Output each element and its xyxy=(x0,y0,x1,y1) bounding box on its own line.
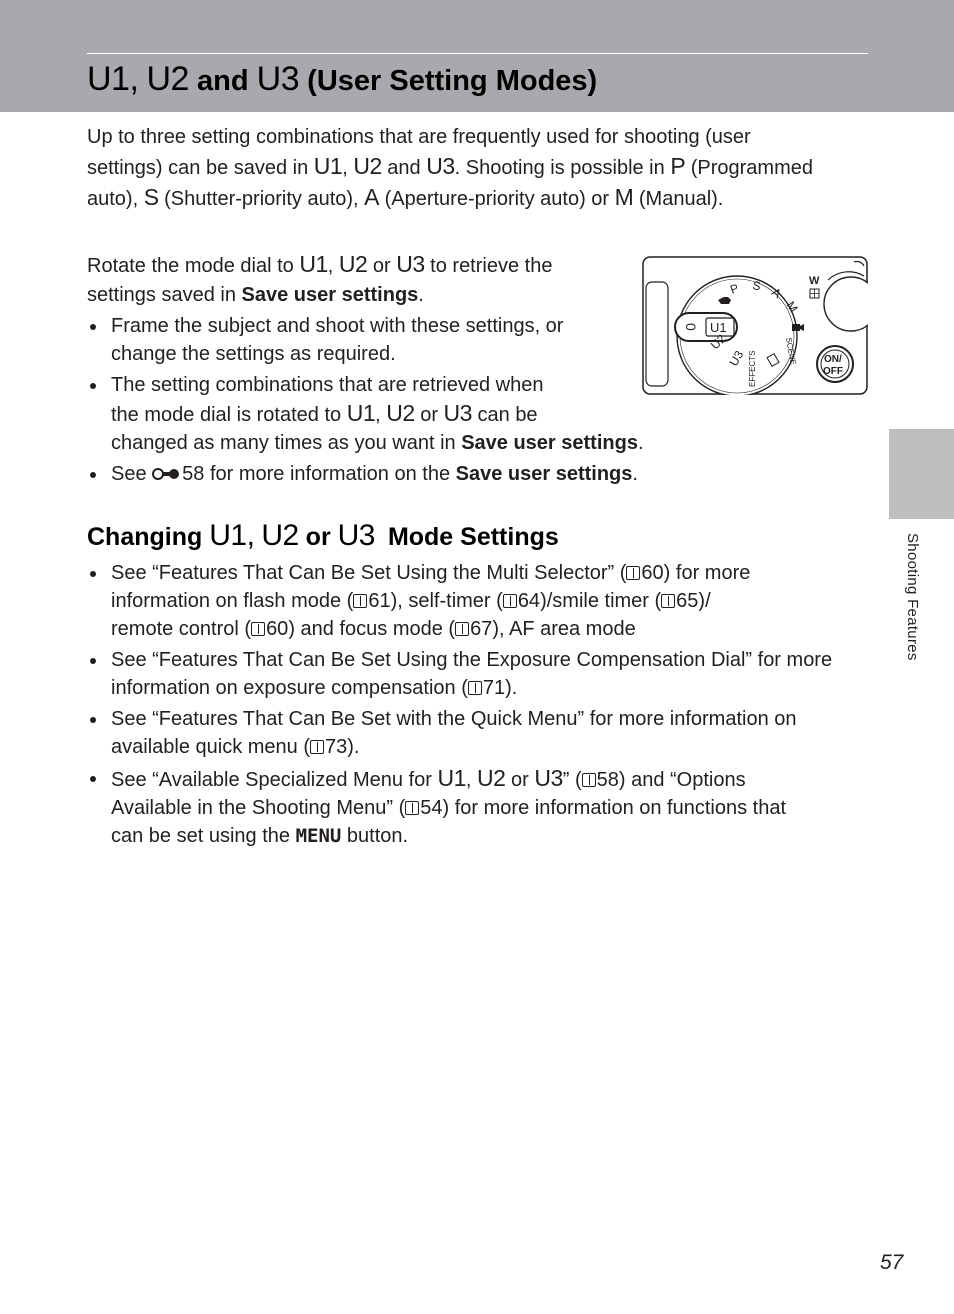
mode-u2: U2 xyxy=(477,765,506,791)
zoom-w-label: W xyxy=(809,275,820,287)
page-number: 57 xyxy=(880,1251,904,1274)
menu-button-glyph: MENU xyxy=(295,825,342,847)
intro-text: settings) can be saved in xyxy=(87,157,314,179)
rotate-text: to retrieve the xyxy=(424,255,553,277)
mode-a: A xyxy=(364,184,380,210)
list-item xyxy=(87,646,832,702)
list-item-text: ) and focus mode ( xyxy=(288,618,456,640)
list-item-text: See “Available Specialized Menu for xyxy=(111,769,438,791)
list-item xyxy=(87,559,832,643)
list-item-text: ” ( xyxy=(562,769,582,791)
rotate-text: , xyxy=(327,255,339,277)
mode-u3: U3 xyxy=(396,251,425,277)
list-item-text: information on exposure compensation ( xyxy=(111,677,468,699)
camera-mode-dial-figure xyxy=(642,256,868,395)
intro-text: and xyxy=(381,157,427,179)
mode-m: M xyxy=(614,184,634,210)
page-reference[interactable]: 60 xyxy=(641,562,664,584)
title-mode-u3: U3 xyxy=(256,60,300,98)
dial-label-zero: 0 xyxy=(683,323,699,331)
page-reference[interactable]: 61 xyxy=(368,590,391,612)
list-item xyxy=(87,371,644,457)
dial-label-p: P xyxy=(728,280,741,297)
list-item-text: ) for more xyxy=(663,562,751,584)
page-ref-icon xyxy=(353,594,367,608)
mode-u1: U1 xyxy=(346,400,376,426)
dial-label-scene: SCENE xyxy=(784,336,798,366)
power-label-off: OFF xyxy=(823,366,843,377)
intro-text: (Manual). xyxy=(633,188,724,210)
rotate-text: or xyxy=(367,255,397,277)
intro-text: auto), xyxy=(87,188,144,210)
mode-u2: U2 xyxy=(386,400,415,426)
list-item-text: information on flash mode ( xyxy=(111,590,354,612)
page-reference[interactable]: 58 xyxy=(596,769,619,791)
mode-u3: U3 xyxy=(426,153,455,179)
list-item-text: See xyxy=(111,463,153,485)
list-item-text: ). xyxy=(347,736,360,758)
page-reference[interactable]: 60 xyxy=(266,618,289,640)
page-reference[interactable]: 54 xyxy=(420,797,443,819)
dial-label-a: A xyxy=(769,284,784,302)
page-ref-icon xyxy=(661,594,675,608)
dial-label-effects: EFFECTS xyxy=(748,350,757,387)
page-reference[interactable]: 71 xyxy=(482,677,506,699)
list-item-text: ), AF area mode xyxy=(492,618,636,640)
mode-u3: U3 xyxy=(443,400,472,426)
page-ref-icon xyxy=(455,622,469,636)
list-item-text: button. xyxy=(341,825,409,847)
list-item-text: See “Features That Can Be Set Using the Multi Selector” ( xyxy=(111,562,627,584)
page-reference[interactable]: 65 xyxy=(676,590,699,612)
intro-text: , xyxy=(342,157,354,179)
list-item-text: the mode dial is rotated to xyxy=(111,404,347,426)
list-item-text: )/ xyxy=(698,590,711,612)
dial-label-s: S xyxy=(751,278,762,294)
list-item-text: ) for more information on functions that xyxy=(442,797,787,819)
list-item xyxy=(87,705,832,761)
save-user-settings-term: Save user settings xyxy=(461,432,638,454)
page-reference[interactable]: 73 xyxy=(325,736,348,758)
intro-text: (Programmed xyxy=(685,157,813,179)
list-item-text: remote control ( xyxy=(111,618,252,640)
mode-u1: U1 xyxy=(299,251,328,277)
page-reference[interactable]: 67 xyxy=(470,618,493,640)
mode-u2: U2 xyxy=(338,251,368,277)
list-item xyxy=(87,460,644,488)
list-item-text: changed as many times as you want in xyxy=(111,432,462,454)
rotate-text: Rotate the mode dial to xyxy=(87,255,300,277)
title-mode-u2: U2 xyxy=(146,60,189,98)
heading-text: or xyxy=(305,523,331,551)
dial-label-u2: U2 xyxy=(707,331,729,353)
page-ref-icon xyxy=(582,773,596,787)
bullet-list-retrieve xyxy=(87,312,644,491)
list-item-text: change the settings as required. xyxy=(111,343,396,365)
intro-text: (Aperture-priority auto) or xyxy=(379,188,615,210)
dial-label-u1: U1 xyxy=(710,320,727,335)
section-tab-label: Shooting Features xyxy=(904,533,921,661)
header-rule xyxy=(87,53,868,54)
list-item-text: or xyxy=(414,404,444,426)
title-and: and xyxy=(197,65,249,97)
rotate-paragraph xyxy=(87,250,552,310)
list-item-text: available quick menu ( xyxy=(111,736,310,758)
page-ref-icon xyxy=(503,594,517,608)
save-user-settings-term: Save user settings xyxy=(455,463,633,485)
mode-u1: U1 xyxy=(437,765,466,791)
list-item-text: for more information on the xyxy=(204,463,456,485)
mode-u2: U2 xyxy=(261,519,299,552)
list-item-text: See “Features That Can Be Set with the Quick Menu” for more information on xyxy=(111,708,797,730)
mode-s: S xyxy=(143,184,159,210)
list-item-text: ) and “Options xyxy=(618,769,746,791)
page-reference[interactable]: 58 xyxy=(182,463,205,485)
title-mode-u1: U1, xyxy=(87,60,139,98)
list-item xyxy=(87,312,644,368)
page-ref-icon xyxy=(468,681,482,695)
page-ref-icon xyxy=(405,801,419,815)
section-heading xyxy=(87,515,559,558)
reference-section-icon xyxy=(152,466,182,482)
dial-label-u3: U3 xyxy=(726,348,747,369)
list-item-text: , xyxy=(465,769,478,791)
list-item-text: ). xyxy=(505,677,518,699)
rotate-text: . xyxy=(418,284,424,306)
page-ref-icon xyxy=(310,740,324,754)
bullet-list-changing xyxy=(87,559,832,853)
mode-u3: U3 xyxy=(534,765,563,791)
power-label-on: ON/ xyxy=(824,354,842,365)
rotate-text: settings saved in xyxy=(87,284,242,306)
save-user-settings-term: Save user settings xyxy=(241,284,419,306)
list-item-text: can be xyxy=(471,404,538,426)
camera-grip xyxy=(646,282,668,386)
list-item-text: Frame the subject and shoot with these settings, or xyxy=(111,315,564,337)
mode-u1: U1 xyxy=(313,153,343,179)
intro-line-1: Up to three setting combinations that are frequently used for shooting (user xyxy=(87,126,751,148)
list-item-text: See “Features That Can Be Set Using the Exposure Compensation Dial” for more xyxy=(111,649,833,671)
section-tab xyxy=(889,429,954,519)
intro-paragraph xyxy=(87,123,813,214)
list-item xyxy=(87,764,832,850)
list-item-text: , xyxy=(375,404,387,426)
list-item-text: or xyxy=(505,769,535,791)
list-item-text: )/smile timer ( xyxy=(540,590,662,612)
page-title xyxy=(87,56,597,104)
heading-text: Changing xyxy=(87,523,210,551)
list-item-text: The setting combinations that are retrieved when xyxy=(111,374,544,396)
list-item-text: . xyxy=(632,463,638,485)
page-ref-icon xyxy=(251,622,265,636)
intro-text: . Shooting is possible in xyxy=(454,157,671,179)
list-item-text: . xyxy=(637,432,644,454)
heading-text: Mode Settings xyxy=(387,523,559,551)
mode-u2: U2 xyxy=(353,153,382,179)
list-item-text: Available in the Shooting Menu” ( xyxy=(111,797,406,819)
list-item-text: can be set using the xyxy=(111,825,296,847)
mode-u1: U1, xyxy=(209,519,255,552)
title-suffix: (User Setting Modes) xyxy=(307,65,598,97)
movie-mode-icon xyxy=(792,324,804,331)
mode-u3: U3 xyxy=(337,519,375,552)
page-reference[interactable]: 64 xyxy=(517,590,541,612)
mode-p: P xyxy=(670,153,686,179)
page-ref-icon xyxy=(626,566,640,580)
intro-text: (Shutter-priority auto), xyxy=(158,188,365,210)
dial-label-m: M xyxy=(783,298,801,315)
list-item-text: ), self-timer ( xyxy=(390,590,503,612)
